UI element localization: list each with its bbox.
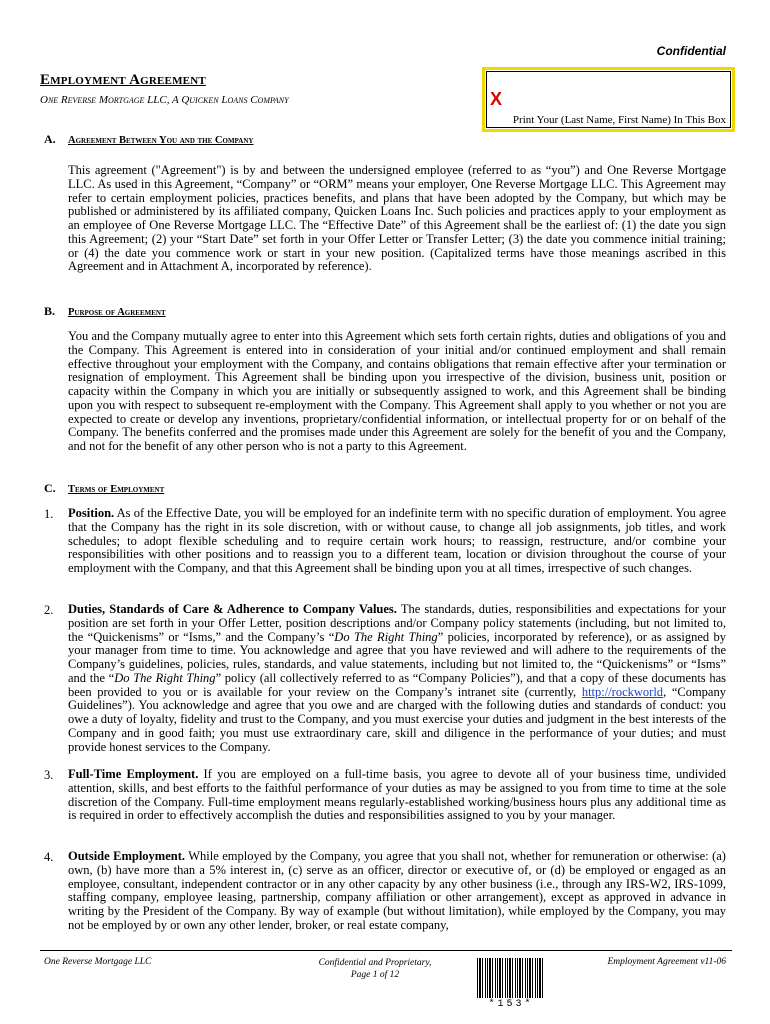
- item-body: ” policies, incorporated by reference), or as assigned by your manager from time to time. You acknowledge and agree that you have reviewed and will adhere to the requirements of the Company’s guidelines, policies, rules, standards, and value statements, including but not limited to, the “Quickenisms” or “Isms” and the “: [68, 629, 726, 685]
- item-body: While employed by the Company, you agree that you shall not, whether for remuneration or otherwise: (a) own, (b) have more than a 5% interest in, (c) serve as an officer, director or executive of, or (d) be employed or engaged as an employee, consultant, independent contractor or in any other capacity by any other business (i.e., through any IRS-W2, IRS-1099, staffing company, employee leasing, partnership, company affiliation or other arrangement), except as approved in advance in writing by the President of the Company. By way of example (but without limitation), while employed by the Company, you may not be employed by or own any other lender, broker, or real estate company,: [68, 849, 726, 932]
- name-entry-box[interactable]: [482, 67, 735, 132]
- item-body: , “Company Guidelines”). You acknowledge and agree that you owe and are charged with the following duties and standards of conduct: you owe a duty of loyalty, fidelity and trust to the Company, and you must exercise your duties and judgment in the best interests of the Company and in good faith; you must use extraordinary care, skill and diligence in the performance of your duties; and must provide honest services to the Company.: [68, 684, 726, 754]
- name-box-label: Print Your (Last Name, First Name) In This Box: [512, 114, 726, 126]
- item-outside-employment: [68, 850, 726, 933]
- item-body: If you are employed on a full-time basis, you agree to devote all of your business time, undivided attention, skills, and best efforts to the faithful performance of your duties as may be assigned to you from time to time at the sole discretion of the Company. Full-time employment means regularly-established working/business hours plus any additional time as is required in order to effectively accomplish the duties and responsibilities assigned to you by your manager.: [68, 767, 727, 823]
- item-duties: [68, 603, 726, 754]
- item-title: Full-Time Employment.: [68, 767, 199, 781]
- item-title: Outside Employment.: [68, 849, 186, 863]
- item-number: 3.: [44, 768, 54, 782]
- section-b-body: You and the Company mutually agree to enter into this Agreement which sets forth certain rights, duties and obligations of you and the Company. This Agreement is entered into in consideration of your initial and/or continued employment and shall remain effective throughout your employment with the Company, and contains obligations that remain effective after your termination or resignation of employment. This Agreement shall be binding upon you irrespective of the division, business unit, position or capacity within the Company in which you are initially or subsequently assigned to work, and this Agreement shall be binding upon you with respect to subsequent re-employment with the Company. This Agreement shall apply to you whether or not you are expected to create or develop any inventions, proprietary/confidential information, or intellectual property for or on behalf of the Company. The benefits conferred and the promises made under this Agreement are solely for the benefit of you and the Company, and not for the benefit of any other person who is not a party to this Agreement.: [68, 329, 726, 453]
- section-a-body: This agreement ("Agreement") is by and between the undersigned employee (referred to as “you”) and One Reverse Mortgage LLC. As used in this Agreement, “Company” or “ORM” means your employer, One Reverse Mortgage LLC. This Agreement may refer to certain employment policies, practices benefits, and plans that have been adopted by the Company, but which may be published or administered by its affiliated company, Quicken Loans Inc. Such policies and practices apply to your employment as an employee of One Reverse Mortgage LLC. The “Effective Date” of this Agreement shall be the earliest of: (1) the date you sign this Agreement; (2) your “Start Date” set forth in your Offer Letter or Transfer Letter; (3) the date you commence initial training; or (4) the date you commence work or start in your new position. (Capitalized terms have those meanings ascribed in this Agreement and in Attachment A, incorporated by reference).: [68, 163, 726, 274]
- item-number: 2.: [44, 603, 54, 617]
- section-title: Purpose of Agreement: [68, 307, 166, 318]
- sign-here-marker: X: [490, 89, 503, 109]
- confidential-label: Confidential: [656, 44, 726, 58]
- item-number: 4.: [44, 850, 54, 864]
- section-letter: A.: [44, 132, 56, 146]
- document-subtitle: One Reverse Mortgage LLC, A Quicken Loans Company: [40, 94, 289, 106]
- item-body: ” policy (all collectively referred to as “Company Policies”), and that a copy of these documents has been provided to you or is available for your review on the Company’s intranet site (currently,: [68, 670, 726, 699]
- item-title: Duties, Standards of Care & Adherence to Company Values.: [68, 602, 397, 616]
- section-title: Terms of Employment: [68, 484, 165, 495]
- item-full-time: [68, 768, 726, 823]
- section-a-heading: [44, 132, 253, 147]
- policy-name: Do The Right Thing: [334, 629, 438, 644]
- section-title: Agreement Between You and the Company: [68, 135, 254, 146]
- item-position: [68, 507, 726, 576]
- page-number: Page 1 of 12: [350, 970, 400, 980]
- section-b-heading: [44, 304, 166, 319]
- item-body: As of the Effective Date, you will be employed for an indefinite term with no specific duration of employment. You agree that the Company has the right in its sole discretion, with or without cause, to change all job assignments, job titles, and work schedules; to adopt flexible scheduling and to require certain work hours; to reassign, restructure, and/or combine your responsibilities with other positions and to reassign you to a different team, location or division throughout the course of your employment with the Company, and that this Agreement shall be binding upon you at all times, irrespective of such changes.: [68, 506, 727, 575]
- item-title: Position.: [68, 506, 115, 520]
- footer-company: One Reverse Mortgage LLC: [44, 957, 152, 967]
- barcode-text: *153*: [488, 999, 534, 1010]
- item-body: The standards, duties, responsibilities and expectations for your position are set forth in your Offer Letter, position descriptions and/or Company policy statements (including, but not limited to, the “Quickenisms” or “Isms,” and the Company’s “: [68, 602, 726, 644]
- section-letter: C.: [44, 481, 56, 495]
- barcode-icon: [477, 958, 545, 998]
- footer-divider: [40, 950, 732, 951]
- item-number: 1.: [44, 507, 54, 521]
- document-title: Employment Agreement: [40, 72, 206, 88]
- footer-page-info: [290, 957, 460, 981]
- policy-name: Do The Right Thing: [114, 670, 216, 685]
- footer-version: Employment Agreement v11-06: [607, 957, 726, 967]
- section-letter: B.: [44, 304, 56, 318]
- section-c-heading: [44, 481, 164, 496]
- intranet-link[interactable]: http://rockworld: [581, 684, 664, 699]
- footer-confidential: Confidential and Proprietary,: [318, 958, 432, 968]
